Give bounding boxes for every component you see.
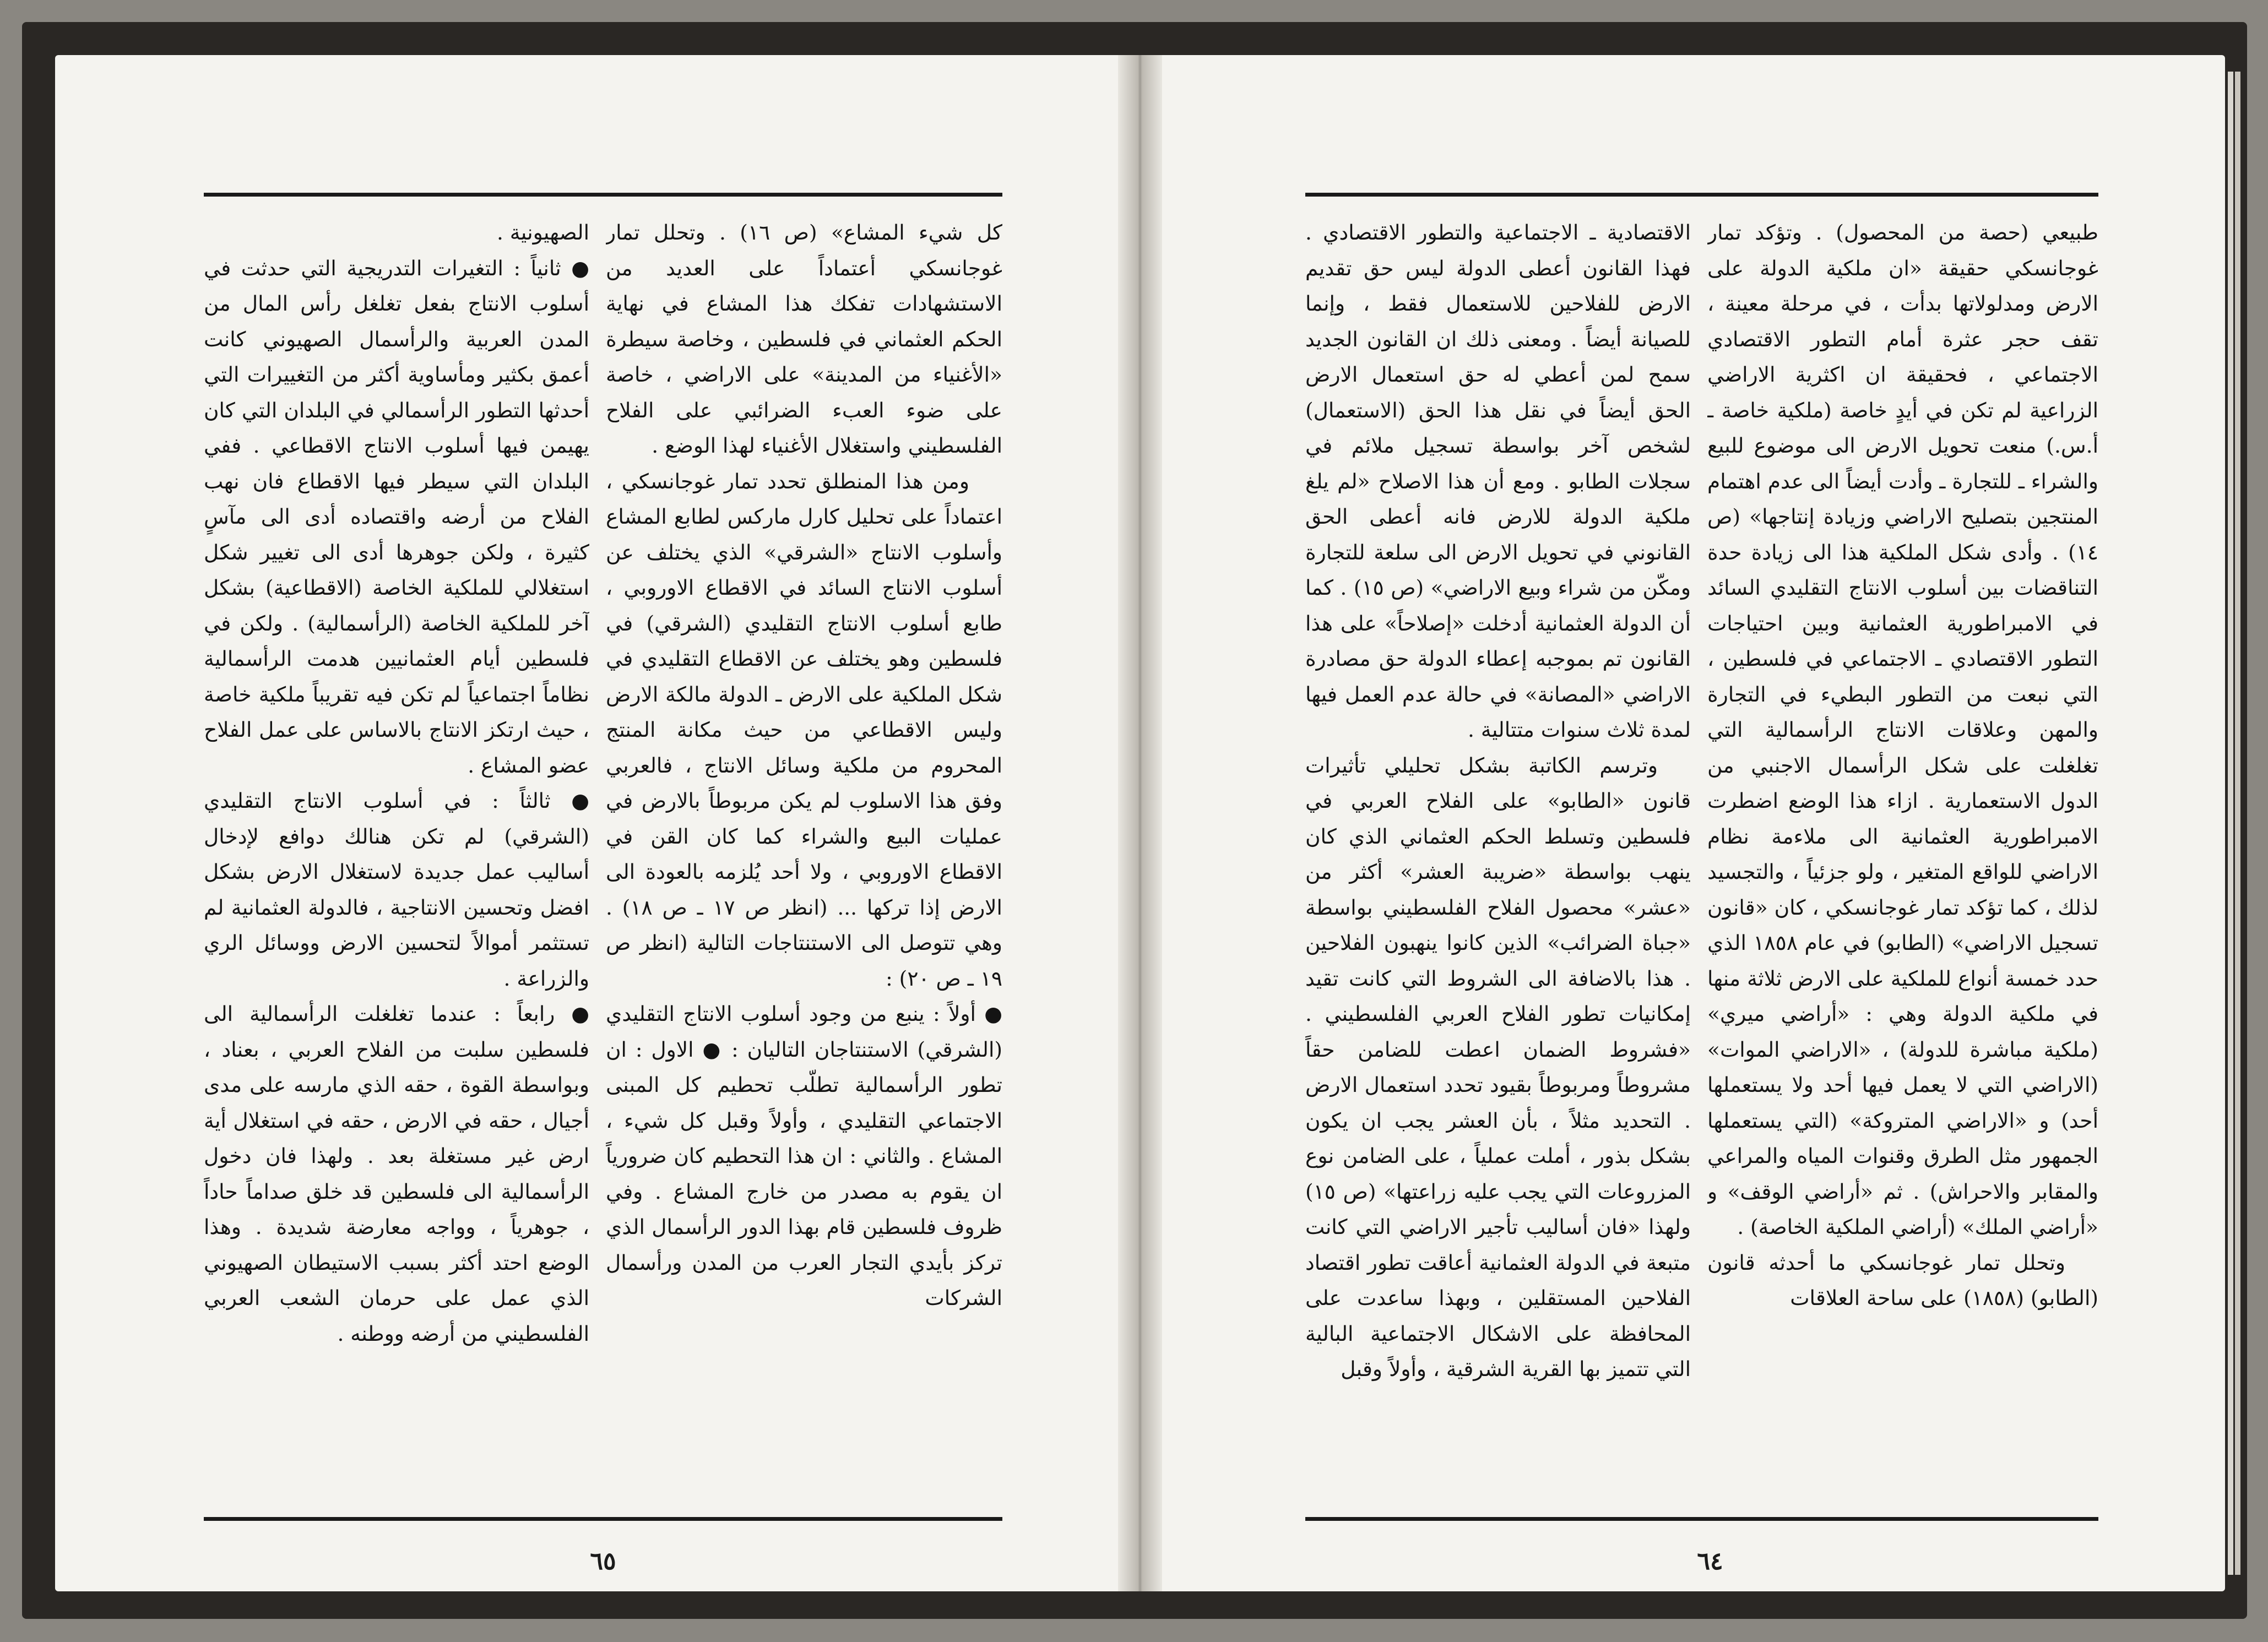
paragraph: ● ثانياً : التغيرات التدريجية التي حدثت في أسلوب الانتاج بفعل تغلغل رأس المال من المدن العربية والرأسمال الصهيوني كانت أعمق بكثير ومأساوية أكثر من التغييرات التي أحدثها التطور الرأسمالي في البلدان التي كان يهيمن فيها أسلوب الانتاج الاقطاعي . ففي البلدان التي سيطر فيها الاقطاع فان نهب الفلاح من أرضه واقتصاده أدى الى مآسٍ كثيرة ، ولكن جوهرها أدى الى تغيير شكل استغلالي للملكية الخاصة (الاقطاعية) بشكل آخر للملكية الخاصة (الرأسمالية) . ولكن في فلسطين أيام العثمانيين هدمت الرأسمالية نظاماً اجتماعياً لم تكن فيه تقريباً ملكية خاصة ، حيث ارتكز الانتاج بالاساس على عمل الفلاح عضو المشاع . — [204, 255, 589, 777]
paragraph: الصهيونية . — [496, 220, 589, 244]
page-edge — [2228, 72, 2233, 1575]
right-page-left-column — [1305, 215, 1691, 1498]
paragraph: ● ثالثاً : في أسلوب الانتاج التقليدي (الشرقي) لم تكن هنالك دوافع لإدخال أساليب عمل جديدة لاستغلال الارض بشكل افضل وتحسين الانتاجية ، فالدولة العثمانية لم تستثمر أموالاً لتحسين الارض ووسائل الري والزراعة . — [204, 789, 589, 991]
left-page-left-column — [204, 215, 589, 1498]
left-page — [55, 55, 1118, 1591]
book-spread — [22, 22, 2247, 1619]
paragraph: ● أولاً : ينبع من وجود أسلوب الانتاج التقليدي (الشرقي) الاستنتاجان التاليان : ● الاول : ان تطور الرأسمالية تطلّب تحطيم كل المبنى الاجتماعي التقليدي ، وأولاً وقبل كل شيء ، المشاع . والثاني : ان هذا التحطيم كان ضرورياً ان يقوم به مصدر من خارج المشاع . وفي ظروف فلسطين قام بهذا الدور الرأسمال الذي تركز بأيدي التجار العرب من المدن ورأسمال الشركات — [606, 1002, 1002, 1310]
bottom-rule — [1305, 1517, 2098, 1521]
book-gutter — [1118, 55, 1162, 1591]
top-rule — [204, 193, 1002, 197]
left-page-right-column — [606, 215, 1002, 1498]
paragraph: ومن هذا المنطلق تحدد تمار غوجانسكي ، اعتماداً على تحليل كارل ماركس لطابع المشاع وأسلوب الانتاج «الشرقي» الذي يختلف عن أسلوب الانتاج السائد في الاقطاع الاوروبي ، طابع أسلوب الانتاج التقليدي (الشرقي) في فلسطين وهو يختلف عن الاقطاع التقليدي في شكل الملكية على الارض ـ الدولة مالكة الارض وليس الاقطاعي من حيث مكانة المنتج المحروم من ملكية وسائل الانتاج ، فالعربي وفق هذا الاسلوب لم يكن مربوطاً بالارض في عمليات البيع والشراء كما كان القن في الاقطاع الاوروبي ، ولا أحد يُلزمه بالعودة الى الارض إذا تركها ... (انظر ص ١٧ ـ ص ١٨) . وهي تتوصل الى الاستنتاجات التالية (انظر ص ١٩ ـ ص ٢٠) : — [606, 469, 1002, 991]
paragraph: الاقتصادية ـ الاجتماعية والتطور الاقتصادي . فهذا القانون أعطى الدولة ليس حق تقديم الارض للفلاحين للاستعمال فقط ، وإنما للصيانة أيضاً . ومعنى ذلك ان القانون الجديد سمح لمن أعطي له حق استعمال الارض الحق أيضاً في نقل هذا الحق (الاستعمال) لشخص آخر بواسطة تسجيل ملائم في سجلات الطابو . ومع أن هذا الاصلاح «لم يلغ ملكية الدولة للارض فانه أعطى الحق القانوني في تحويل الارض الى سلعة للتجارة ومكّن من شراء وبيع الاراضي» (ص ١٥) . كما أن الدولة العثمانية أدخلت «إصلاحاً» على هذا القانون تم بموجبه إعطاء الدولة حق مصادرة الاراضي «المصانة» في حالة عدم العمل فيها لمدة ثلاث سنوات متتالية . — [1305, 220, 1691, 742]
page-number: ٦٥ — [590, 1547, 616, 1575]
right-page — [1162, 55, 2225, 1591]
top-rule — [1305, 193, 2098, 197]
page-number: ٦٤ — [1697, 1547, 1723, 1575]
paragraph: كل شيء المشاع» (ص ١٦) . وتحلل تمار غوجانسكي أعتماداً على العديد من الاستشهادات تفكك هذا المشاع في نهاية الحكم العثماني في فلسطين ، وخاصة سيطرة «الأغنياء من المدينة» على الاراضي ، خاصة على ضوء العبء الضرائبي على الفلاح الفلسطيني واستغلال الأغنياء لهذا الوضع . — [606, 220, 1002, 458]
paragraph: طبيعي (حصة من المحصول) . وتؤكد تمار غوجانسكي حقيقة «ان ملكية الدولة على الارض ومدلولاتها بدأت ، في مرحلة معينة ، تقف حجر عثرة أمام التطور الاقتصادي الاجتماعي ، فحقيقة ان اكثرية الاراضي الزراعية لم تكن في أيدٍ خاصة (ملكية خاصة ـ أ.س.) منعت تحويل الارض الى موضوع للبيع والشراء ـ للتجارة ـ وأدت أيضاً الى عدم اهتمام المنتجين بتصليح الاراضي وزيادة إنتاجها» (ص ١٤) . وأدى شكل الملكية هذا الى زيادة حدة التناقضات بين أسلوب الانتاج التقليدي السائد في الامبراطورية العثمانية وبين احتياجات التطور الاقتصادي ـ الاجتماعي في فلسطين ، التي نبعت من التطور البطيء في التجارة والمهن وعلاقات الانتاج الرأسمالية التي تغلغلت على شكل الرأسمال الاجنبي من الدول الاستعمارية . ازاء هذا الوضع اضطرت الامبراطورية العثمانية الى ملاءمة نظام الاراضي للواقع المتغير ، ولو جزئياً ، والتجسيد لذلك ، كما تؤكد تمار غوجانسكي ، كان «قانون تسجيل الاراضي» (الطابو) في عام ١٨٥٨ الذي حدد خمسة أنواع للملكية على الارض ثلاثة منها في ملكية الدولة وهي : «أراضي ميري» (ملكية مباشرة للدولة) ، «الاراضي الموات» (الاراضي التي لا يعمل فيها أحد ولا يستعملها أحد) و «الاراضي المتروكة» (التي يستعملها الجمهور مثل الطرق وقنوات المياه والمراعي والمقابر والاحراش) . ثم «أراضي الوقف» و «أراضي الملك» (أراضي الملكية الخاصة) . — [1707, 220, 2098, 1239]
paragraph: وتحلل تمار غوجانسكي ما أحدثه قانون (الطابو) (١٨٥٨) على ساحة العلاقات — [1707, 1250, 2098, 1310]
paragraph: وترسم الكاتبة بشكل تحليلي تأثيرات قانون «الطابو» على الفلاح العربي في فلسطين وتسلط الحكم العثماني الذي كان ينهب بواسطة «ضريبة العشر» أكثر من «عشر» محصول الفلاح الفلسطيني بواسطة «جباة الضرائب» الذين كانوا ينهبون الفلاحين . هذا بالاضافة الى الشروط التي كانت تقيد إمكانيات تطور الفلاح العربي الفلسطيني . «فشروط الضمان اعطت للضامن حقاً مشروطاً ومربوطاً بقيود تحدد استعمال الارض . التحديد مثلاً ، بأن العشر يجب ان يكون بشكل بذور ، أملت عملياً ، على الضامن نوع المزروعات التي يجب عليه زراعتها» (ص ١٥) ولهذا «فان أساليب تأجير الاراضي التي كانت متبعة في الدولة العثمانية أعاقت تطور اقتصاد الفلاحين المستقلين ، وبهذا ساعدت على المحافظة على الاشكال الاجتماعية البالية التي تتميز بها القرية الشرقية ، وأولاً وقبل — [1305, 753, 1691, 1381]
bottom-rule — [204, 1517, 1002, 1521]
right-page-right-column — [1707, 215, 2098, 1498]
page-edge — [2235, 72, 2240, 1575]
paragraph: ● رابعاً : عندما تغلغلت الرأسمالية الى فلسطين سلبت من الفلاح العربي ، بعناد ، وبواسطة القوة ، حقه الذي مارسه على مدى أجيال ، حقه في الارض ، حقه في استغلال أية ارض غير مستغلة بعد . ولهذا فان دخول الرأسمالية الى فلسطين قد خلق صداماً حاداً ، جوهرياً ، وواجه معارضة شديدة . وهذا الوضع احتد أكثر بسبب الاستيطان الصهيوني الذي عمل على حرمان الشعب العربي الفلسطيني من أرضه ووطنه . — [204, 1002, 589, 1346]
